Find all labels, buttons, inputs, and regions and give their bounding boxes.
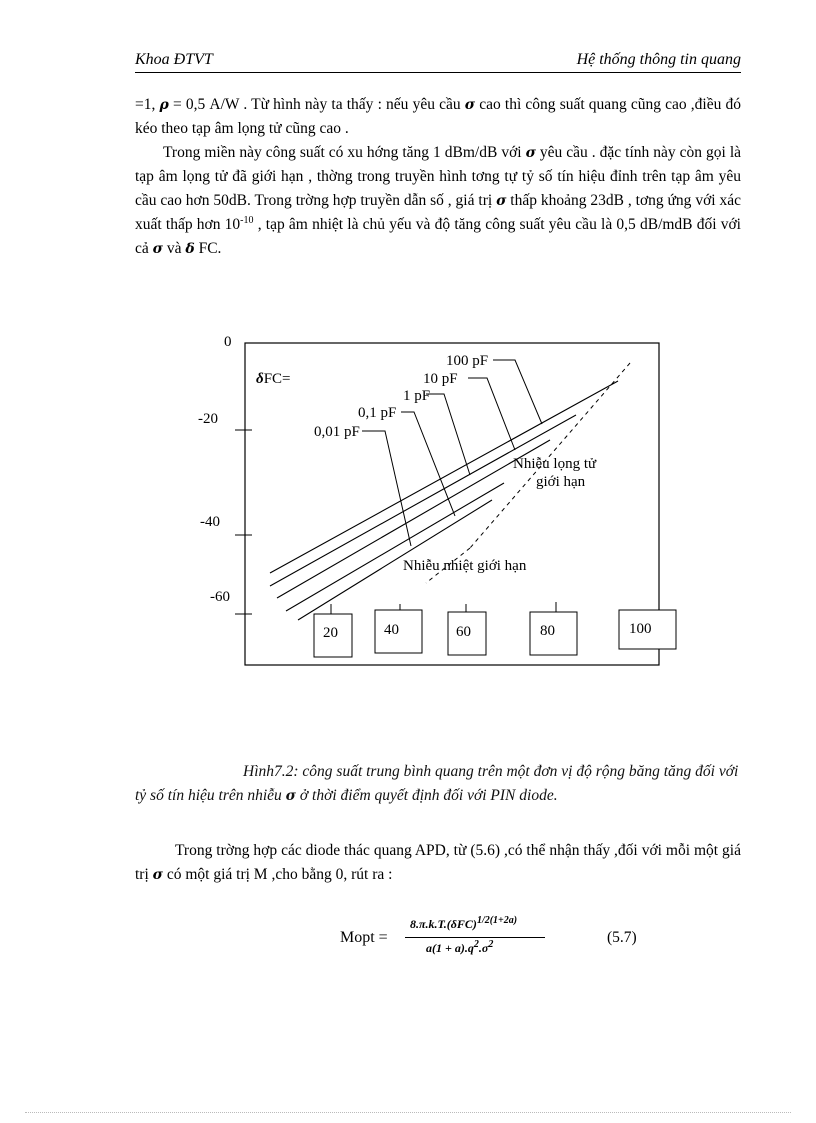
paragraph-3: Trong trờng hợp các diode thác quang APD, từ (5.6) ,có thể nhận thấy ,đối với mỗi một giá trị σ có một giá trị M ,cho bằng 0, rút ra : (135, 842, 741, 883)
curve-1pf (277, 440, 550, 598)
sigma-symbol: σ (496, 193, 507, 209)
exponent: -10 (240, 214, 254, 226)
leader-1pf (426, 394, 470, 475)
footer-divider (25, 1112, 791, 1113)
leader-10pf (468, 378, 515, 450)
formula-5-7 (340, 915, 660, 965)
leader-0.1pf (401, 412, 455, 516)
paragraph-1: =1, ρ = 0,5 A/W . Từ hình này ta thấy : nếu yêu cầu σ cao thì công suất quang cũng cao ,điều đó kéo theo tạp âm lọng tử cũng cao . (135, 96, 741, 137)
y-tick-label: -20 (198, 411, 218, 427)
line-label-0.1pf: 0,1 pF (358, 405, 397, 421)
line-label-10pf: 10 pF (423, 371, 458, 387)
x-tick-label: 60 (456, 624, 471, 640)
figure-caption: Hình7.2: công suất trung bình quang trên một đơn vị độ rộng băng tăng đối với tỷ số tín hiệu trên nhiễu σ ở thời điểm quyết định đối với PIN diode. (135, 763, 739, 804)
rho-symbol: ρ (159, 97, 169, 113)
sigma-symbol: σ (464, 97, 476, 113)
x-tick-label: 80 (540, 623, 555, 639)
y-tick-label: 0 (224, 334, 232, 350)
x-tick-label: 40 (384, 622, 399, 638)
header-course-title: Hệ thống thông tin quang (576, 51, 741, 68)
y-tick-label: -40 (200, 514, 220, 530)
quantum-limit-label: giới hạn (536, 474, 586, 490)
line-label-0.01pf: 0,01 pF (314, 424, 360, 440)
delta-fc-label: δFC= (256, 371, 291, 387)
sigma-symbol: σ (152, 867, 163, 883)
sigma-symbol: σ (525, 145, 536, 161)
x-tick-label: 20 (323, 625, 338, 641)
quantum-limit-label: Nhiễu lọng tử (513, 456, 597, 472)
equation-number: (5.7) (607, 929, 637, 946)
x-tick-label: 100 (629, 621, 652, 637)
header-department: Khoa ĐTVT (135, 51, 213, 68)
paragraph-2: Trong miền này công suất có xu hớng tăng 1 dBm/dB với σ yêu cầu . đặc tính này còn gọi là tạp âm lọng tử đã giới hạn , thờng trong truyền hình tơng tự tỷ số tín hiệu đỉnh trên tạp âm yêu cầu cao hơn 50dB. Trong trờng hợp truyền dẫn số , giá trị σ thấp khoảng 23dB , tơng ứng với xác xuất thấp hơn $10^{-10}$ , tạp âm nhiệt là chủ yếu và độ tăng công suất yêu cầu là 0,5 dB/mdB đối với cả σ và δ FC. (135, 144, 742, 257)
fraction-bar (405, 937, 545, 938)
line-label-100pf: 100 pF (446, 353, 489, 369)
formula-numerator: $8.\pi.k.T.(\delta FC)^{1/2(1+2a)}$ (410, 915, 518, 931)
sigma-symbol: σ (285, 788, 296, 804)
formula-lhs: Mopt = (340, 929, 388, 946)
y-tick-label: -60 (210, 589, 230, 605)
leader-0.01pf (362, 431, 411, 546)
sigma-symbol: σ (152, 241, 163, 257)
formula-denominator: $a(1 + a).q^2.\sigma^2$ (426, 939, 494, 955)
figure-power-vs-snr (190, 328, 690, 673)
line-label-1pf: 1 pF (403, 388, 431, 404)
delta-symbol: δ (185, 241, 195, 257)
page-header (135, 50, 741, 73)
leader-100pf (493, 360, 542, 424)
thermal-limit-label: Nhiễu nhiệt giới hạn (403, 558, 527, 574)
